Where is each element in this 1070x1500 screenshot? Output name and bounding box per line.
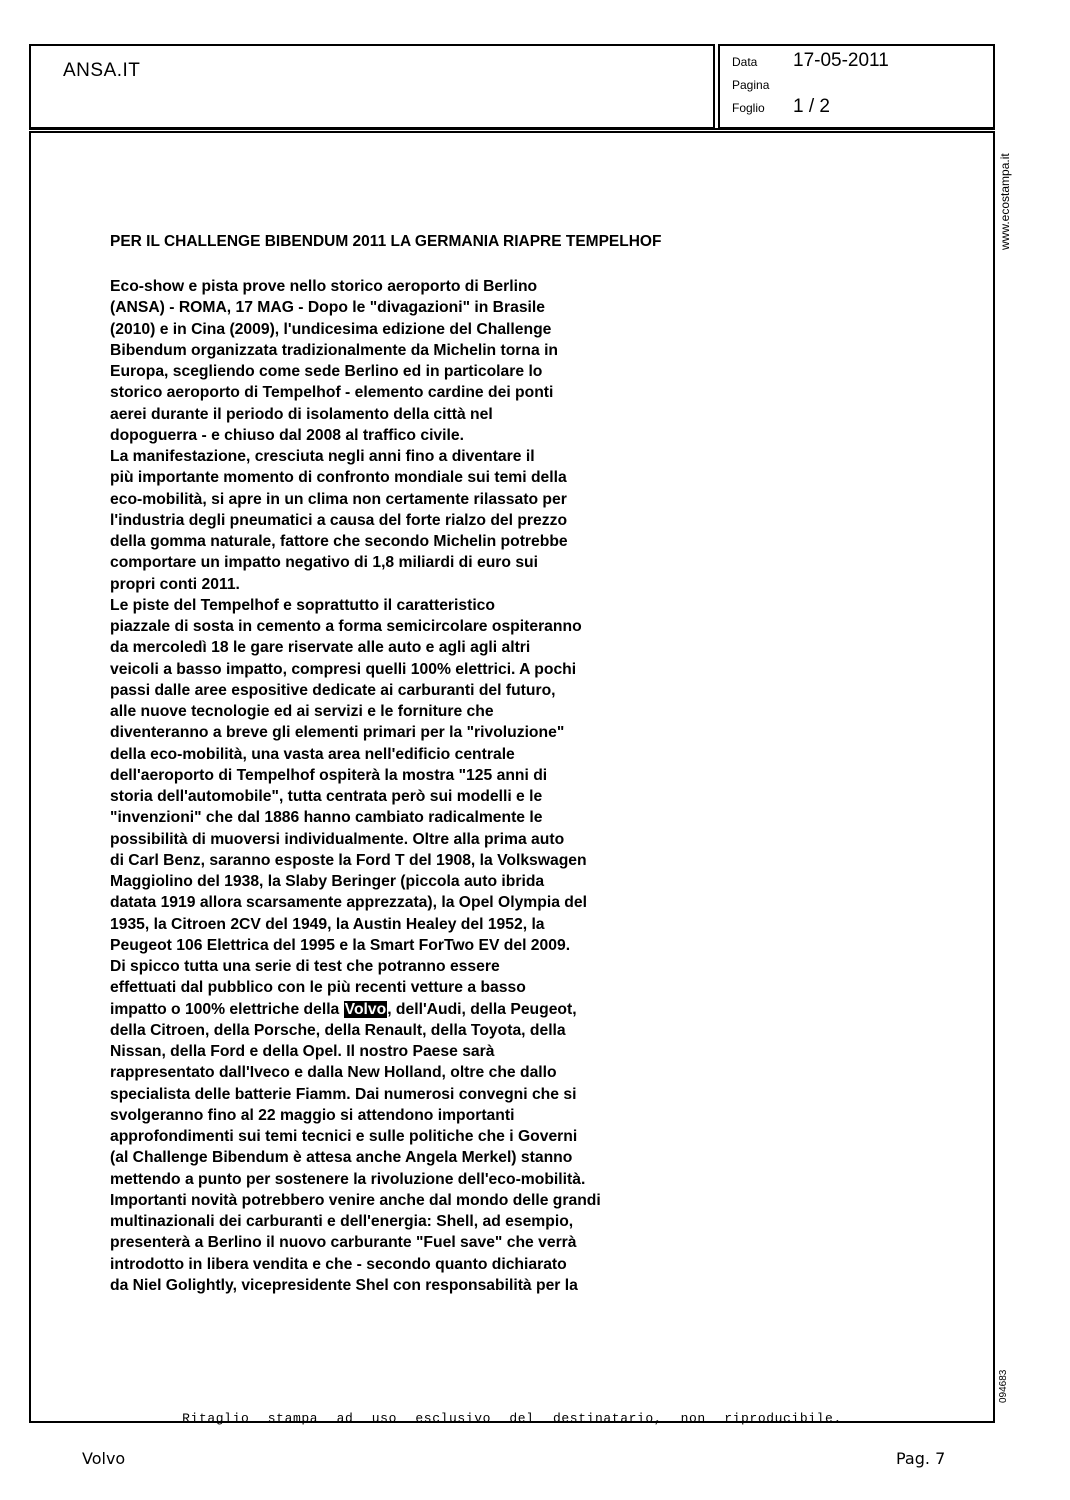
hl-after: , dell'Audi, della Peugeot, bbox=[387, 1000, 577, 1018]
article-line: passi dalle aree espositive dedicate ai carburanti del futuro, bbox=[110, 681, 556, 699]
article-line: possibilità di muoversi individualmente. Oltre alla prima auto bbox=[110, 830, 565, 848]
article-line: dell'aeroporto di Tempelhof ospiterà la mostra "125 anni di bbox=[110, 766, 548, 784]
article-line: piazzale di sosta in cemento a forma semicircolare ospiteranno bbox=[110, 618, 582, 635]
highlighted-brand: Volvo bbox=[344, 1000, 387, 1018]
pagina-label: Pagina bbox=[732, 78, 770, 92]
article-line: svolgeranno fino al 22 maggio si attendono importanti bbox=[110, 1106, 515, 1124]
article-line: Le piste del Tempelhof e soprattutto il caratteristico bbox=[110, 596, 495, 614]
side-code: 094683 bbox=[998, 1369, 1009, 1403]
data-value: 17-05-2011 bbox=[793, 50, 889, 71]
article-line: Importanti novità potrebbero venire anche dal mondo delle grandi bbox=[110, 1191, 601, 1209]
article-line: effettuati dal pubblico con le più recenti vetture a basso bbox=[110, 979, 526, 997]
header-source-box bbox=[29, 44, 715, 129]
foglio-label: Foglio bbox=[732, 101, 765, 115]
article-line: La manifestazione, cresciuta negli anni fino a diventare il bbox=[110, 448, 535, 465]
article-line: diventeranno a breve gli elementi primari per la "rivoluzione" bbox=[110, 724, 565, 742]
article-line: di Carl Benz, saranno esposte la Ford T del 1908, la Volkswagen bbox=[110, 851, 587, 869]
header-divider bbox=[29, 128, 995, 130]
article-line: della Citroen, della Porsche, della Renault, della Toyota, della bbox=[110, 1021, 566, 1039]
article-line: (al Challenge Bibendum è attesa anche Angela Merkel) stanno bbox=[110, 1149, 573, 1167]
article-line: "invenzioni" che dal 1886 hanno cambiato radicalmente le bbox=[110, 809, 543, 827]
article-line: da mercoledì 18 le gare riservate alle auto e agli agli altri bbox=[110, 639, 531, 657]
article-lines-part2 bbox=[110, 1020, 730, 1296]
article-line: alle nuove tecnologie ed ai servizi e le forniture che bbox=[110, 703, 494, 720]
article-line: Bibendum organizzata tradizionalmente da Michelin torna in bbox=[110, 341, 559, 359]
article-line: Europa, scegliendo come sede Berlino ed in particolare lo bbox=[110, 363, 543, 380]
article-line: propri conti 2011. bbox=[110, 575, 240, 593]
article-line: Peugeot 106 Elettrica del 1995 e la Smart ForTwo EV del 2009. bbox=[110, 936, 571, 954]
article-body bbox=[110, 276, 730, 1296]
article-line: della gomma naturale, fattore che secondo Michelin potrebbe bbox=[110, 533, 568, 550]
article-line: Eco-show e pista prove nello storico aeroporto di Berlino bbox=[110, 278, 538, 295]
article-line: da Niel Golightly, vicepresidente Shel con responsabilità per la bbox=[110, 1276, 578, 1294]
article-line: della eco-mobilità, una vasta area nell'edificio centrale bbox=[110, 745, 515, 763]
article-line: mettendo a punto per sostenere la rivoluzione dell'eco-mobilità. bbox=[110, 1170, 586, 1188]
hl-before: impatto o 100% elettriche della bbox=[110, 1000, 344, 1018]
page-footer-page-number: Pag. 7 bbox=[896, 1449, 946, 1468]
article-line: l'industria degli pneumatici a causa del forte rialzo del prezzo bbox=[110, 511, 568, 529]
article-line: Nissan, della Ford e della Opel. Il nostro Paese sarà bbox=[110, 1043, 495, 1060]
data-label: Data bbox=[732, 55, 758, 69]
article-line: storia dell'automobile", tutta centrata però sui modelli e le bbox=[110, 788, 543, 805]
article-line: rappresentato dall'Iveco e dalla New Holland, oltre che dallo bbox=[110, 1064, 557, 1082]
clipping-disclaimer: Ritaglio stampa ad uso esclusivo del destinatario, non riproducibile. bbox=[182, 1411, 842, 1426]
article-line: approfondimenti sui temi tecnici e sulle politiche che i Governi bbox=[110, 1128, 578, 1145]
article-lines-part1 bbox=[110, 276, 730, 999]
article-line: (2010) e in Cina (2009), l'undicesima edizione del Challenge bbox=[110, 320, 552, 338]
foglio-value: 1 / 2 bbox=[793, 96, 830, 117]
article-line: presenterà a Berlino il nuovo carburante "Fuel save" che verrà bbox=[110, 1234, 577, 1252]
article-line: dopoguerra - e chiuso dal 2008 al traffico civile. bbox=[110, 426, 464, 444]
header-meta-box bbox=[718, 44, 995, 129]
article-line: multinazionali dei carburanti e dell'energia: Shell, ad esempio, bbox=[110, 1213, 574, 1230]
article-line: datata 1919 allora scarsamente apprezzata), la Opel Olympia del bbox=[110, 894, 587, 912]
article-line: specialista delle batterie Fiamm. Dai numerosi convegni che si bbox=[110, 1085, 577, 1103]
article-line: introdotto in libera vendita e che - secondo quanto dichiarato bbox=[110, 1255, 567, 1273]
article-line-highlight bbox=[110, 999, 730, 1020]
article-line: Di spicco tutta una serie di test che potranno essere bbox=[110, 958, 500, 975]
article-line: comportare un impatto negativo di 1,8 miliardi di euro sui bbox=[110, 554, 538, 572]
article-title: PER IL CHALLENGE BIBENDUM 2011 LA GERMANIA RIAPRE TEMPELHOF bbox=[110, 233, 662, 250]
side-url: www.ecostampa.it bbox=[998, 153, 1012, 250]
article-line: eco-mobilità, si apre in un clima non certamente rilassato per bbox=[110, 490, 567, 508]
article-line: più importante momento di confronto mondiale sui temi della bbox=[110, 469, 567, 487]
source-name: ANSA.IT bbox=[63, 60, 141, 81]
page-footer-brand: Volvo bbox=[82, 1449, 126, 1468]
article-line: 1935, la Citroen 2CV del 1949, la Austin Healey del 1952, la bbox=[110, 915, 545, 933]
article-line: veicoli a basso impatto, compresi quelli 100% elettrici. A pochi bbox=[110, 660, 577, 678]
article-line: Maggiolino del 1938, la Slaby Beringer (piccola auto ibrida bbox=[110, 873, 545, 890]
article-line: aerei durante il periodo di isolamento della città nel bbox=[110, 405, 493, 423]
article-line: (ANSA) - ROMA, 17 MAG - Dopo le "divagazioni" in Brasile bbox=[110, 299, 545, 317]
article-line: storico aeroporto di Tempelhof - elemento cardine dei ponti bbox=[110, 384, 554, 402]
